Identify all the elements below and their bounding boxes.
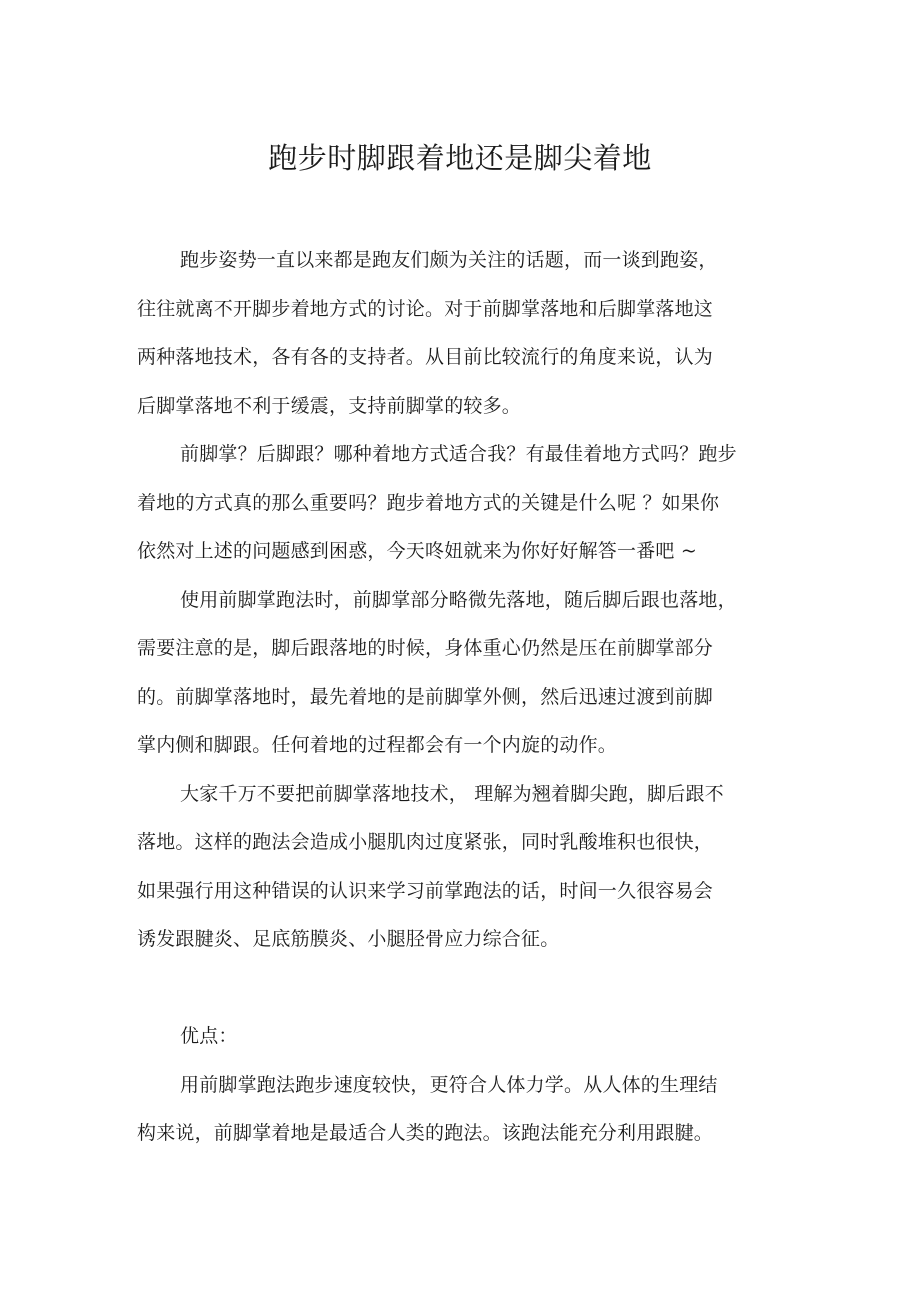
section-heading-advantages: 优点：: [180, 1025, 238, 1047]
paragraph-line: 诱发跟腱炎、足底筋膜炎、小腿胫骨应力综合征。: [137, 928, 560, 950]
paragraph-line: 往往就离不开脚步着地方式的讨论。对于前脚掌落地和后脚掌落地这: [137, 297, 714, 320]
paragraph-line: 需要注意的是，脚后跟落地的时候，身体重心仍然是压在前脚掌部分: [137, 637, 714, 659]
paragraph-line: 跑步姿势一直以来都是跑友们颇为关注的话题，而一谈到跑姿，: [180, 249, 718, 271]
paragraph-gap: [137, 964, 777, 1013]
paragraph-line: 构来说，前脚掌着地是最适合人类的跑法。该跑法能充分利用跟腱。: [137, 1122, 714, 1144]
paragraph-line: 着地的方式真的那么重要吗？跑步着地方式的关键是什么呢 ？如果你: [137, 491, 720, 514]
paragraph-line: 依然对上述的问题感到困惑，今天咚妞就来为你好好解答一番吧 ~: [137, 540, 697, 562]
paragraph-line: 大家千万不要把前脚掌落地技术， 理解为翘着脚尖跑，脚后跟不: [180, 782, 724, 805]
paragraph-line: 落地。这样的跑法会造成小腿肌肉过度紧张，同时乳酸堆积也很快，: [137, 831, 714, 853]
paragraph-line: 的。前脚掌落地时，最先着地的是前脚掌外侧，然后迅速过渡到前脚: [137, 685, 714, 708]
paragraph-line: 用前脚掌跑法跑步速度较快，更符合人体力学。从人体的生理结: [180, 1073, 718, 1096]
paragraph-line: 两种落地技术，各有各的支持者。从目前比较流行的角度来说，认为: [137, 346, 714, 368]
paragraph-line: 如果强行用这种错误的认识来学习前掌跑法的话，时间一久很容易会: [137, 879, 714, 902]
article-body: [137, 236, 777, 1158]
paragraph-line: 后脚掌落地不利于缓震，支持前脚掌的较多。: [137, 394, 522, 417]
paragraph-line: 掌内侧和脚跟。任何着地的过程都会有一个内旋的动作。: [137, 734, 618, 756]
paragraph-line: 使用前脚掌跑法时，前脚掌部分略微先落地，随后脚后跟也落地，: [180, 588, 737, 611]
paragraph-line: 前脚掌？后脚跟？哪种着地方式适合我？有最佳着地方式吗？跑步: [180, 443, 737, 465]
page-title: 跑步时脚跟着地还是脚尖着地: [268, 141, 652, 175]
